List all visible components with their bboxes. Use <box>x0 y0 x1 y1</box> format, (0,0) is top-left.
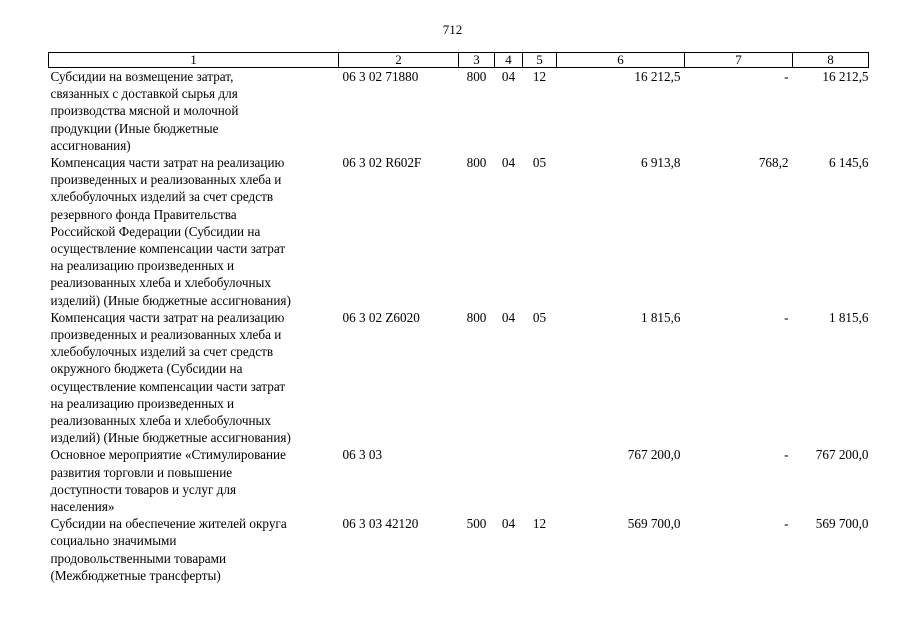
column-header-3: 3 <box>459 53 495 68</box>
subsection-code: 12 <box>532 516 547 532</box>
description-line: Субсидии на возмещение затрат, <box>50 69 234 84</box>
table-row <box>49 515 869 584</box>
description-line: на реализацию произведенных и <box>50 395 235 411</box>
row-description <box>49 68 339 155</box>
page-number: 712 <box>442 22 463 37</box>
expense-type-code: 800 <box>466 69 487 84</box>
row-description <box>49 446 339 515</box>
column-number-row <box>49 53 869 68</box>
amount-col8: 767 200,0 <box>815 447 869 463</box>
description-line: Компенсация части затрат на реализацию <box>50 155 285 171</box>
description-line: реализованных хлеба и хлебобулочных <box>50 413 271 429</box>
section-code <box>495 446 523 515</box>
amount-col7: - <box>784 69 789 84</box>
amount-col7: 768,2 <box>758 155 789 171</box>
subsection-code: 05 <box>532 155 547 171</box>
description-line: резервного фонда Правительства <box>50 206 237 222</box>
table-row <box>49 446 869 515</box>
amount-col8: 16 212,5 <box>822 69 869 84</box>
expense-type-code: 500 <box>466 516 487 532</box>
description-line: продовольственными товарами <box>50 550 227 566</box>
column-header-1: 1 <box>49 53 339 68</box>
description-line: социально значимыми <box>50 533 177 549</box>
description-line: производства мясной и молочной <box>50 103 239 119</box>
section-code: 04 <box>501 69 516 84</box>
description-line: доступности товаров и услуг для <box>50 481 237 497</box>
amount-col7: - <box>784 516 789 532</box>
description-line: связанных с доставкой сырья для <box>50 86 238 102</box>
row-description <box>49 154 339 309</box>
table-row <box>49 309 869 447</box>
row-description <box>49 309 339 447</box>
amount-col8: 1 815,6 <box>828 309 869 325</box>
description-line: изделий) (Иные бюджетные ассигнования) <box>50 292 291 308</box>
budget-table <box>48 52 869 584</box>
amount-col7: - <box>784 447 789 463</box>
description-line: на реализацию произведенных и <box>50 258 235 274</box>
amount-col8: 569 700,0 <box>815 516 869 532</box>
subsection-code: 05 <box>532 309 547 325</box>
description-line: ассигнования) <box>50 137 131 153</box>
expense-type-code <box>459 446 495 515</box>
amount-col7: - <box>784 309 789 325</box>
description-line: окружного бюджета (Субсидии на <box>50 361 243 377</box>
description-line: произведенных и реализованных хлеба и <box>50 327 282 343</box>
description-line: Российской Федерации (Субсидии на <box>50 223 261 239</box>
description-line: Субсидии на обеспечение жителей округа <box>50 516 287 532</box>
target-article-code: 06 3 02 71880 <box>342 69 419 84</box>
amount-col8: 6 145,6 <box>828 155 869 171</box>
amount-total: 569 700,0 <box>627 516 681 532</box>
row-description <box>49 515 339 584</box>
amount-total: 1 815,6 <box>640 309 681 325</box>
amount-total: 6 913,8 <box>640 155 681 171</box>
column-header-7: 7 <box>685 53 793 68</box>
description-line: хлебобулочных изделий за счет средств <box>50 344 274 360</box>
description-line: развития торговли и повышение <box>50 464 233 480</box>
target-article-code: 06 3 03 <box>342 447 383 463</box>
amount-total: 16 212,5 <box>634 69 681 84</box>
description-line: осуществление компенсации части затрат <box>50 241 286 257</box>
target-article-code: 06 3 03 42120 <box>342 516 419 532</box>
amount-total: 767 200,0 <box>627 447 681 463</box>
target-article-code: 06 3 02 Z6020 <box>342 309 420 325</box>
expense-type-code: 800 <box>466 309 487 325</box>
subsection-code <box>523 446 557 515</box>
description-line: продукции (Иные бюджетные <box>50 120 219 136</box>
section-code: 04 <box>501 155 516 171</box>
description-line: Компенсация части затрат на реализацию <box>50 309 285 325</box>
expense-type-code: 800 <box>466 155 487 171</box>
description-line: (Межбюджетные трансферты) <box>50 567 221 583</box>
section-code: 04 <box>501 309 516 325</box>
column-header-4: 4 <box>495 53 523 68</box>
description-line: хлебобулочных изделий за счет средств <box>50 189 274 205</box>
target-article-code: 06 3 02 R602F <box>342 155 422 171</box>
column-header-2: 2 <box>339 53 459 68</box>
description-line: населения» <box>50 499 115 515</box>
description-line: осуществление компенсации части затрат <box>50 378 286 394</box>
column-header-8: 8 <box>793 53 869 68</box>
description-line: произведенных и реализованных хлеба и <box>50 172 282 188</box>
column-header-5: 5 <box>523 53 557 68</box>
subsection-code: 12 <box>532 69 547 84</box>
section-code: 04 <box>501 516 516 532</box>
description-line: изделий) (Иные бюджетные ассигнования) <box>50 430 291 446</box>
description-line: реализованных хлеба и хлебобулочных <box>50 275 271 291</box>
table-row <box>49 154 869 309</box>
description-line: Основное мероприятие «Стимулирование <box>50 447 286 463</box>
column-header-6: 6 <box>557 53 685 68</box>
table-row <box>49 68 869 155</box>
